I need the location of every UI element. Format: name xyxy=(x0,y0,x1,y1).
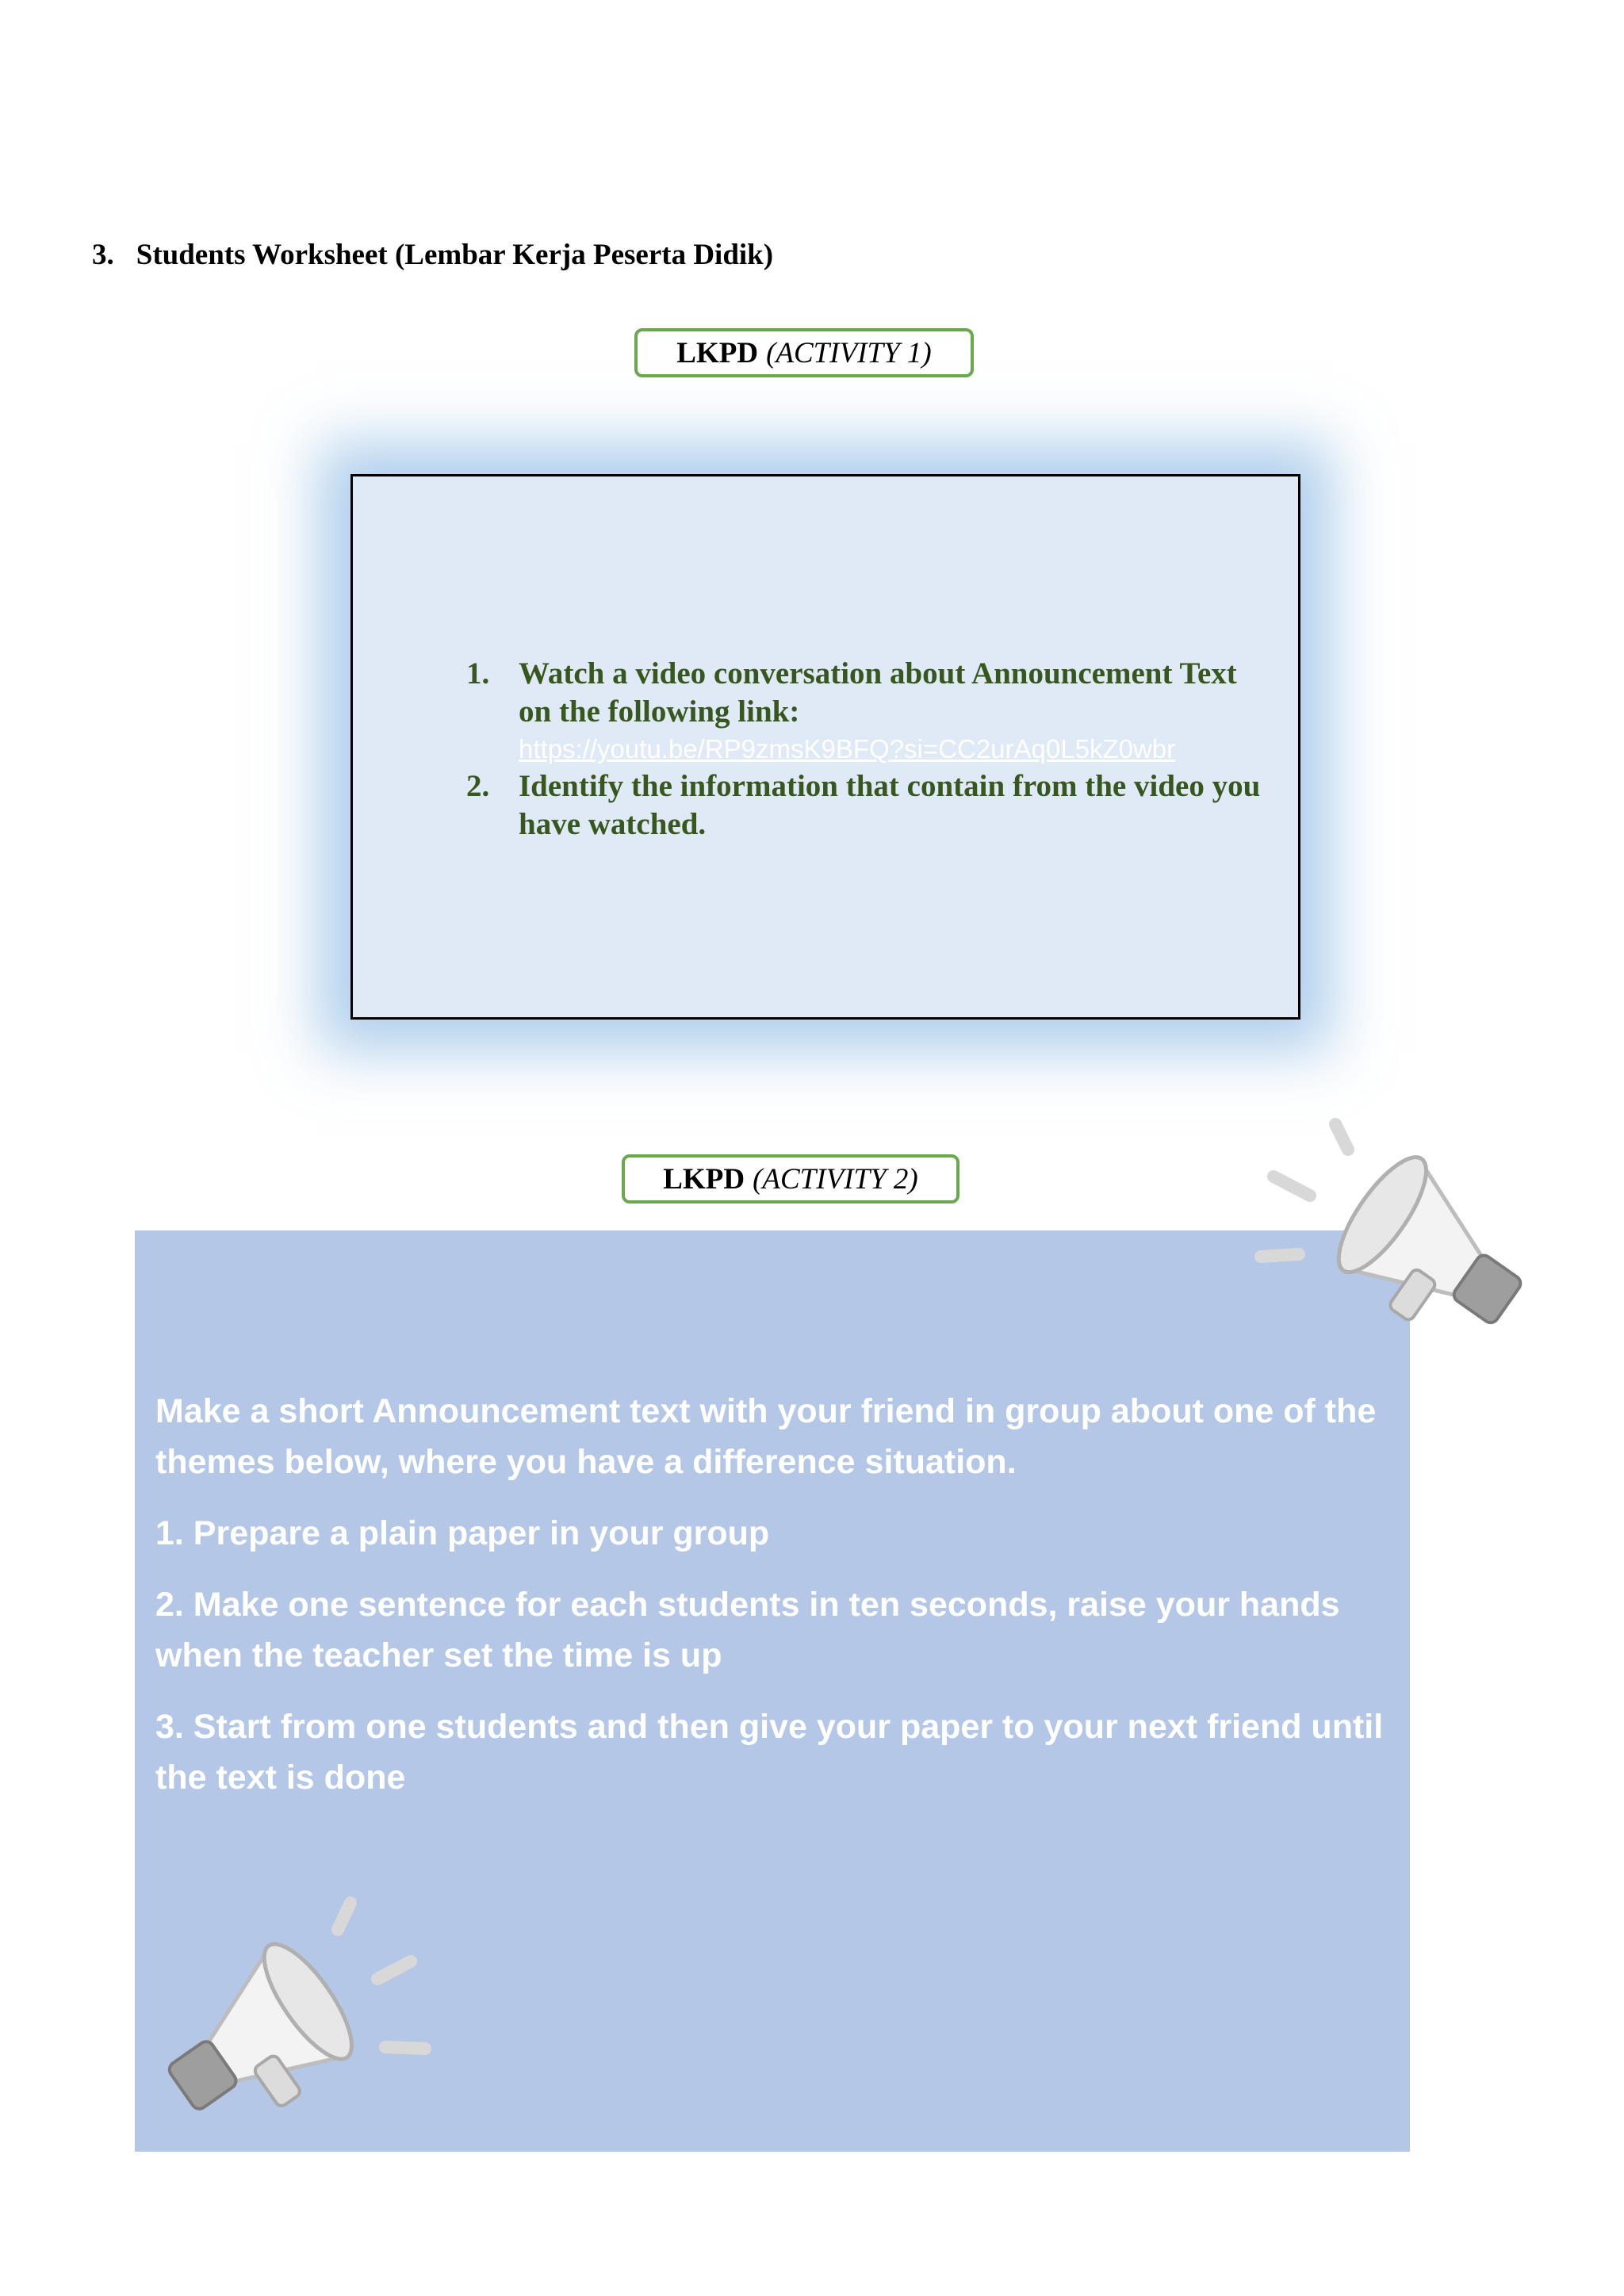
activity2-step: 1. Prepare a plain paper in your group xyxy=(155,1514,770,1552)
list-item-text: Identify the information that contain from the video you have watched. xyxy=(519,769,1261,841)
list-item-body xyxy=(519,655,1267,767)
activity2-label xyxy=(622,1154,959,1203)
sound-lines xyxy=(338,1903,425,2049)
megaphone-icon xyxy=(119,1879,452,2156)
list-item xyxy=(466,767,1267,844)
list-item-text: Watch a video conversation about Announcement Text on the following link: xyxy=(519,656,1237,729)
list-item-number: 2. xyxy=(466,769,490,803)
megaphone-icon xyxy=(1237,1110,1570,1387)
activity1-label-italic: (ACTIVITY 1) xyxy=(766,336,932,369)
activity2-intro: Make a short Announcement text with your friend in group about one of the themes below, where you have a difference situation. xyxy=(155,1392,1377,1481)
list-item-number: 1. xyxy=(466,656,490,691)
activity2-instructions xyxy=(155,1386,1392,1823)
section-heading xyxy=(92,238,773,272)
sound-lines xyxy=(1261,1124,1348,1257)
activity2-step: 2. Make one sentence for each students in ten seconds, raise your hands when the teacher set the time is up xyxy=(155,1586,1340,1674)
list-item xyxy=(466,655,1267,767)
section-title: Students Worksheet (Lembar Kerja Peserta Didik) xyxy=(136,239,774,271)
activity2-label-italic: (ACTIVITY 2) xyxy=(753,1162,918,1196)
activity1-label xyxy=(634,328,974,377)
activity2-label-bold: LKPD xyxy=(663,1162,745,1196)
video-link[interactable]: https://youtu.be/RP9zmsK9BFQ?si=CC2urAq0L5kZ0wbr xyxy=(519,734,1176,763)
section-number: 3. xyxy=(92,239,114,271)
activity1-list xyxy=(466,655,1267,844)
activity1-label-bold: LKPD xyxy=(676,336,759,369)
activity2-step: 3. Start from one students and then give your paper to your next friend until the text is done xyxy=(155,1708,1384,1797)
